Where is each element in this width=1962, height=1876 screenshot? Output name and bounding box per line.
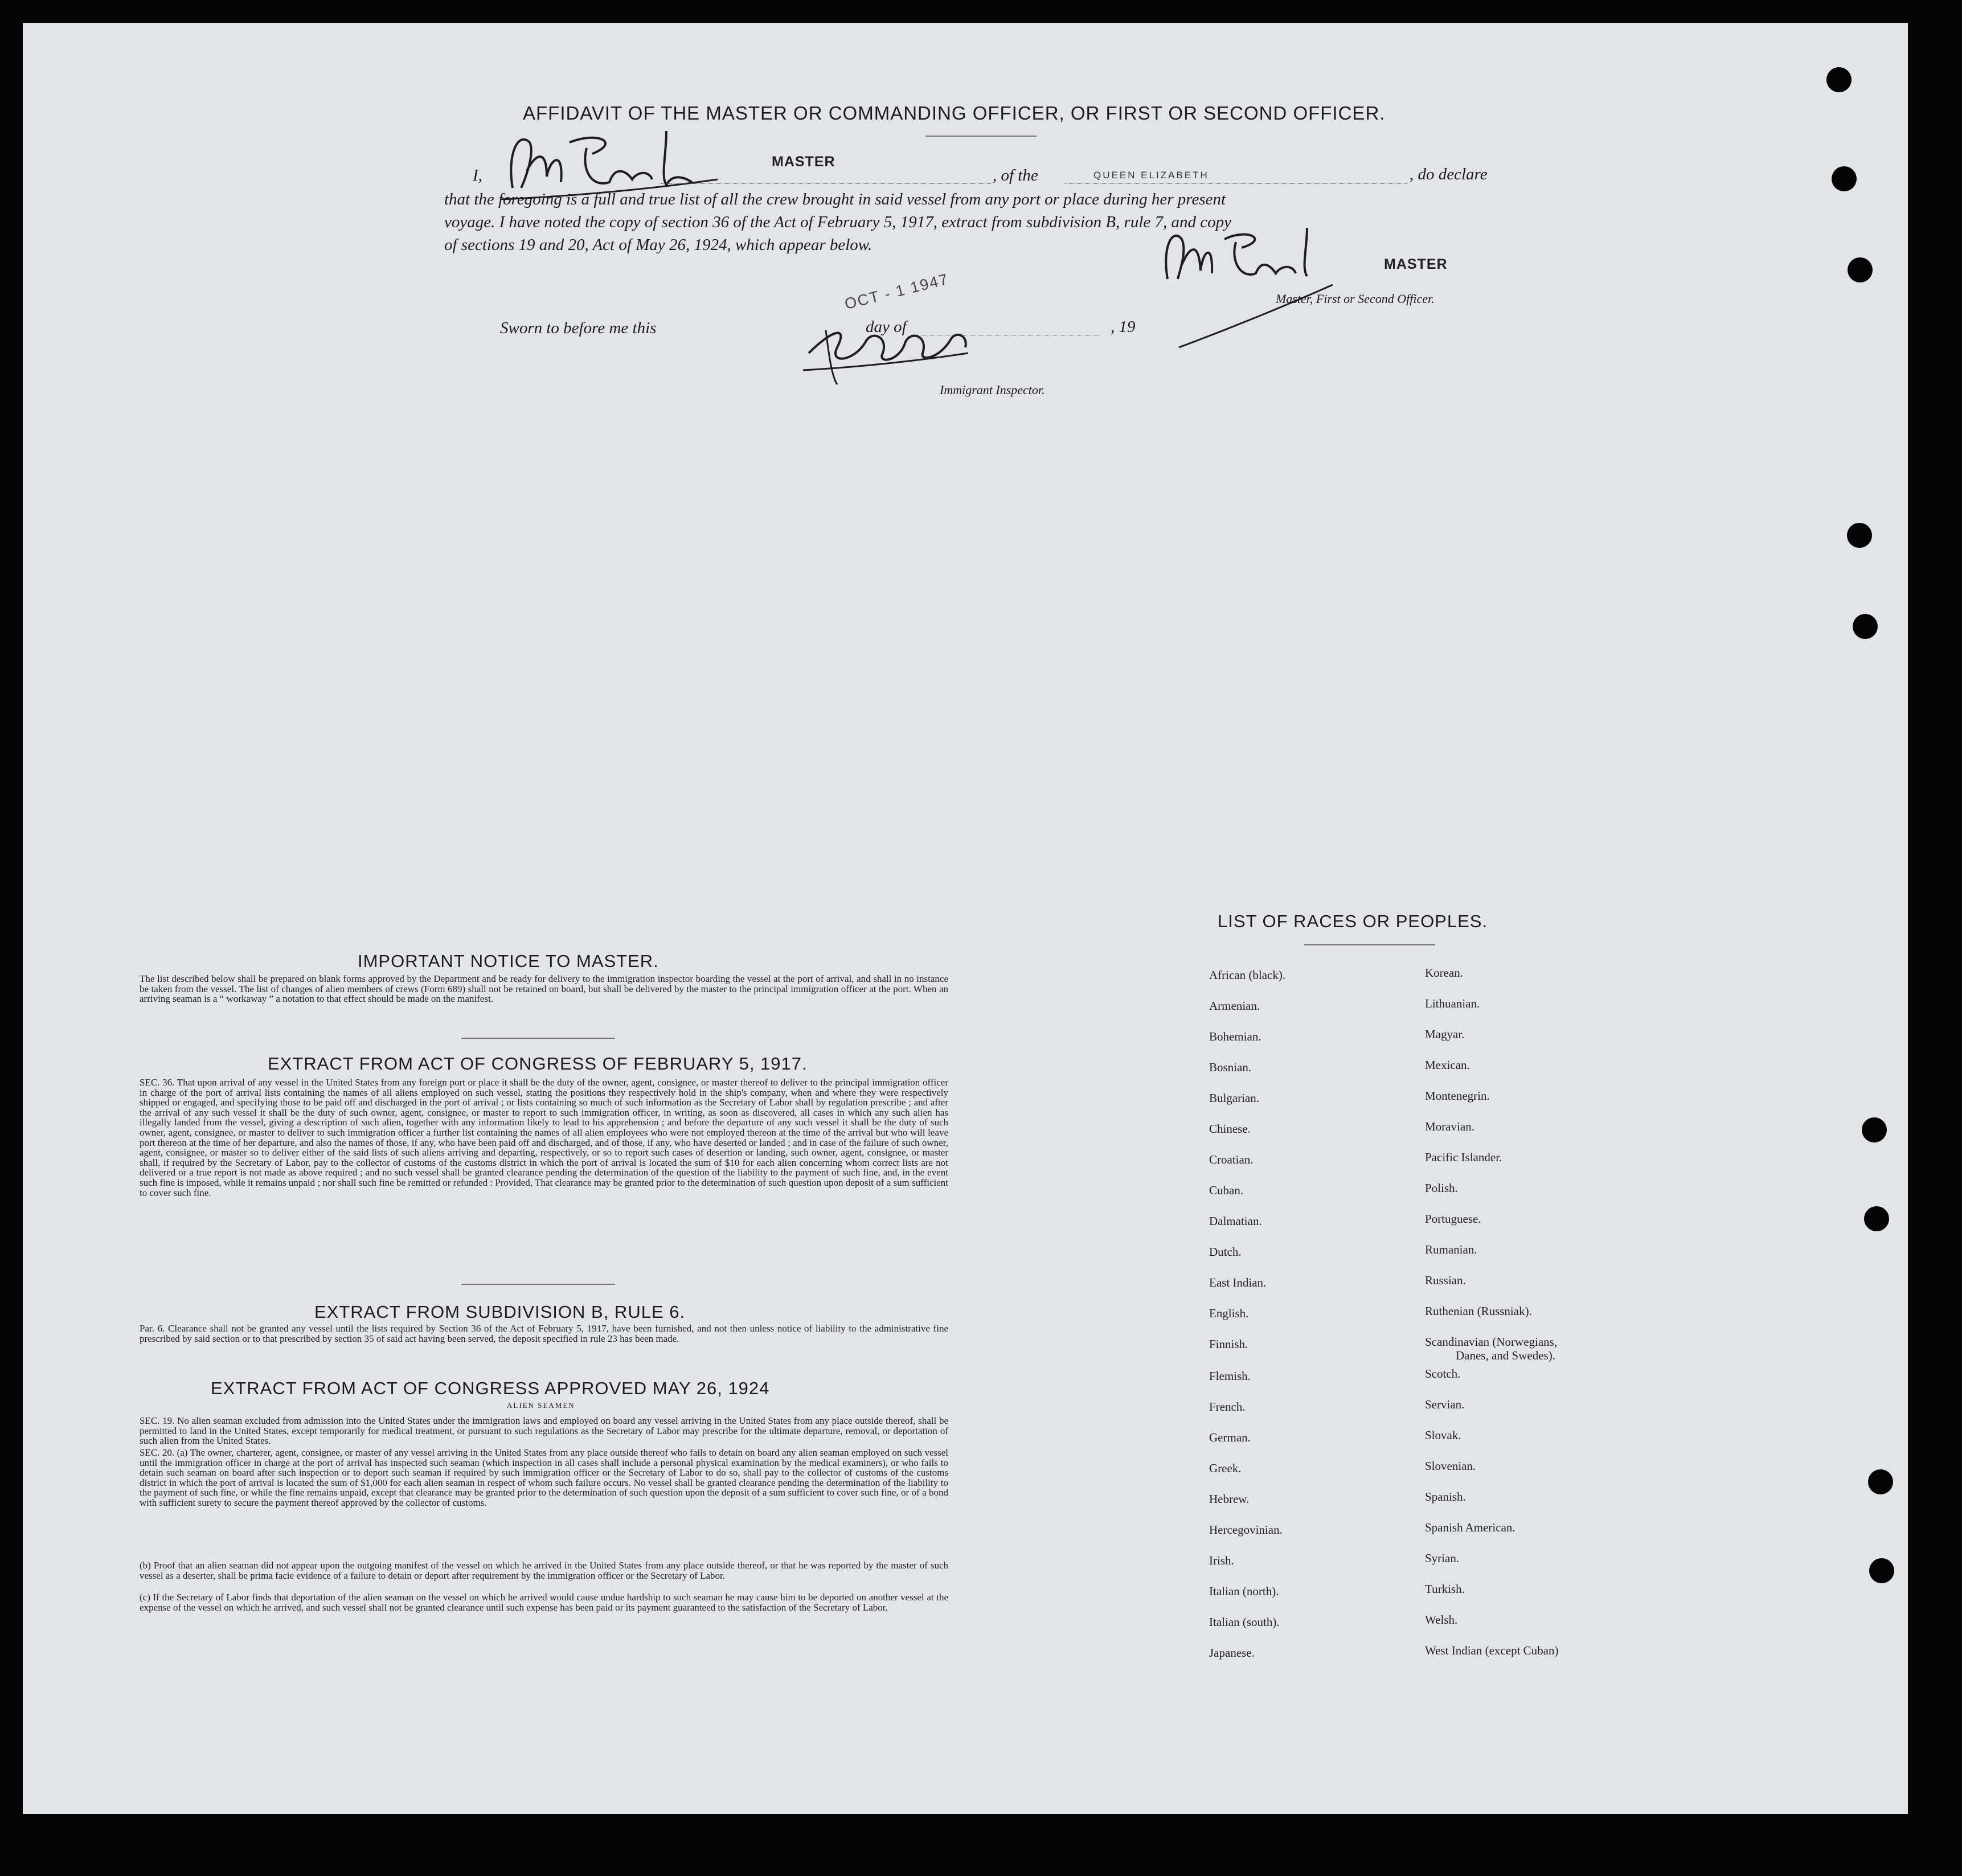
race-item: Servian.: [1425, 1398, 1465, 1411]
race-item: Flemish.: [1209, 1369, 1251, 1383]
race-item: Spanish.: [1425, 1490, 1466, 1504]
punch-hole: [1869, 1558, 1894, 1583]
race-item: Spanish American.: [1425, 1521, 1515, 1534]
master-stamp-2: MASTER: [1384, 256, 1448, 272]
race-item: Welsh.: [1425, 1613, 1458, 1627]
race-item-continuation: Danes, and Swedes).: [1456, 1349, 1555, 1362]
affidavit-line-4: of sections 19 and 20, Act of May 26, 1924, which appear below.: [444, 236, 873, 254]
race-item: West Indian (except Cuban): [1425, 1644, 1559, 1657]
race-item: African (black).: [1209, 968, 1286, 982]
race-item: Mexican.: [1425, 1058, 1470, 1072]
extract-1917-title: EXTRACT FROM ACT OF CONGRESS OF FEBRUARY 5, 1917.: [268, 1054, 808, 1074]
race-item: Croatian.: [1209, 1153, 1254, 1166]
extract-1924-subtitle: ALIEN SEAMEN: [507, 1401, 575, 1410]
races-title: LIST OF RACES OR PEOPLES.: [1218, 911, 1488, 931]
race-item: East Indian.: [1209, 1276, 1267, 1289]
document-sheet: [23, 23, 1908, 1814]
race-item: Bosnian.: [1209, 1060, 1252, 1074]
sworn-text: Sworn to before me this: [500, 319, 657, 337]
date-stamp: OCT - 1 1947: [843, 270, 951, 313]
race-item: English.: [1209, 1306, 1249, 1320]
punch-hole: [1853, 614, 1878, 639]
day-of-text: day of: [866, 318, 907, 336]
race-item: Russian.: [1425, 1273, 1466, 1287]
race-item: Ruthenian (Russniak).: [1425, 1304, 1532, 1318]
race-item: Japanese.: [1209, 1646, 1255, 1660]
divider: [461, 1038, 615, 1039]
race-item: Syrian.: [1425, 1551, 1460, 1565]
race-item: Irish.: [1209, 1554, 1234, 1567]
race-item: Magyar.: [1425, 1027, 1465, 1041]
race-item: Slovak.: [1425, 1428, 1461, 1442]
vessel-name: QUEEN ELIZABETH: [1093, 170, 1209, 181]
race-item: Dalmatian.: [1209, 1214, 1262, 1228]
inspector-signature: [797, 308, 980, 387]
race-item: Cuban.: [1209, 1183, 1244, 1197]
race-item: Moravian.: [1425, 1120, 1474, 1133]
race-item: Bohemian.: [1209, 1030, 1261, 1043]
inspector-caption: Immigrant Inspector.: [940, 383, 1045, 397]
extract-1924-title: EXTRACT FROM ACT OF CONGRESS APPROVED MAY 26, 1924: [211, 1378, 770, 1398]
notice-text: The list described below shall be prepared on blank forms approved by the Department and be ready for delivery to the immigration inspector boarding the vessel at the port of arrival, and shall in no instance be taken from the vessel. The list of changes of alien members of crews (Form 689) shall not be retained on board, but shall be delivered by the master to the principal immigration officer at the port. When an arriving seaman is a “ workaway ” a notation to that effect should be made on the manifest.: [140, 973, 948, 1005]
affidavit-i: I,: [473, 166, 482, 185]
race-item: Hebrew.: [1209, 1492, 1250, 1506]
master-stamp: MASTER: [772, 154, 835, 170]
race-item: Scandinavian (Norwegians,: [1425, 1335, 1558, 1349]
race-item: Italian (south).: [1209, 1615, 1280, 1629]
race-item: Korean.: [1425, 966, 1464, 980]
punch-hole: [1868, 1469, 1893, 1494]
sec20c-text: (c) If the Secretary of Labor finds that deportation of the alien seaman on the vessel on which he arrived would cause undue hardship to such seaman he may cause him to be deported on another vessel at the expense of the vessel on which he arrived, and such vessel shall not be granted clearance until such expense has been paid or its payment guaranteed to the satisfaction of the Secretary of Labor.: [140, 1592, 948, 1613]
race-item: French.: [1209, 1400, 1246, 1414]
race-item: Hercegovinian.: [1209, 1523, 1283, 1537]
affidavit-line-2: that the foregoing is a full and true list of all the crew brought in said vessel from any port or place during her present: [444, 190, 1226, 208]
race-item: Armenian.: [1209, 999, 1260, 1013]
race-item: Chinese.: [1209, 1122, 1251, 1136]
race-item: Montenegrin.: [1425, 1089, 1490, 1103]
punch-hole: [1864, 1206, 1889, 1231]
do-declare-text: , do declare: [1410, 165, 1488, 183]
race-item: Slovenian.: [1425, 1459, 1476, 1473]
race-item: Turkish.: [1425, 1582, 1465, 1596]
punch-hole: [1826, 67, 1852, 92]
sec19-text: SEC. 19. No alien seaman excluded from admission into the United States under the immigration laws and employed on board any vessel arriving in the United States from any place outside thereof, shall be permitted to land in the United States, except temporarily for medical treatment, or pursuant to such regulations as the Secretary of Labor may prescribe for the ultimate departure, removal, or deportation of such alien from the United States.: [140, 1415, 948, 1447]
race-item: Lithuanian.: [1425, 997, 1480, 1010]
extract-1917-text: SEC. 36. That upon arrival of any vessel in the United States from any foreign port or place it shall be the duty of the owner, agent, consignee, or master thereof to deliver to the principal immigration officer in charge of the port of arrival lists containing the names of all aliens employed on such vessel, stating the positions they respectively hold in the ship's company, when and where they were respectively shipped or engaged, and specifying those to be paid off and discharged in the port of arrival ; or lists containing so much of such information as the Secretary of Labor shall by regulation prescribe ; and after the arrival of any such vessel it shall be the duty of such owner, agent, consignee, or master to report to such immigration officer, in writing, as soon as discovered, all cases in which any such alien has illegally landed from the vessel, giving a description of such alien, together with any information likely to lead to his apprehension ; and before the departure of any such vessel it shall be the duty of such owner, agent, consignee, or master to deliver to such immigration officer a further list containing the names of all alien employees who were not employed thereon at the time of the arrival but who will leave port thereon at the time of her departure, and also the names of those, if any, who have been paid off and discharged, and of those, if any, who have deserted or landed ; and in case of the failure of such owner, agent, consignee, or master so to deliver either of the said lists of such aliens arriving and departing, respectively, or so to report such cases of desertion or landing, such owner, agent, consignee, or master shall, if required by the Secretary of Labor, pay to the collector of customs of the customs district in which the port of arrival is located the sum of $10 for each alien concerning whom correct lists are not delivered or a true report is not made as above required ; and no such vessel shall be granted clearance pending the determination of the question of the liability to the payment of such fine, and, in the event such fine is imposed, while it remains unpaid ; nor shall such fine be remitted or refunded : Provided, That clearance may be granted prior to the determination of such question upon deposit of a sum sufficient to cover such fine.: [140, 1077, 948, 1198]
divider: [1304, 944, 1435, 945]
sec20a-text: SEC. 20. (a) The owner, charterer, agent, consignee, or master of any vessel arriving in the United States from any place outside thereof who fails to detain on board any alien seaman employed on such vessel until the immigration officer in charge at the port of arrival has inspected such seaman (which inspection in all cases shall include a personal physical examination by the medical examiners), or who fails to detain such seaman on board after such inspection or to deport such seaman if required by such immigration officer or the Secretary of Labor to do so, shall pay to the collector of customs of the customs district in which the port of arrival is located the sum of $1,000 for each alien seaman in respect of whom such failure occurs. No vessel shall be granted clearance pending the determination of the liability to the payment of such fine, or while the fine remains unpaid, except that clearance may be granted prior to the determination of such question upon the deposit of a sum sufficient to cover such fine, or of a bond with sufficient surety to secure the payment thereof approved by the collector of customs.: [140, 1447, 948, 1508]
punch-hole: [1847, 523, 1872, 548]
affidavit-title: AFFIDAVIT OF THE MASTER OR COMMANDING OFFICER, OR FIRST OR SECOND OFFICER.: [523, 103, 1386, 124]
affidavit-line-3: voyage. I have noted the copy of section 36 of the Act of February 5, 1917, extract from subdivision B, rule 7, and copy: [444, 213, 1232, 231]
race-item: Bulgarian.: [1209, 1091, 1260, 1105]
race-item: Italian (north).: [1209, 1584, 1279, 1598]
master-caption: Master, First or Second Officer.: [1276, 292, 1435, 306]
race-item: Portuguese.: [1425, 1212, 1481, 1226]
race-item: Finnish.: [1209, 1337, 1248, 1351]
punch-hole: [1832, 166, 1857, 191]
year-text: , 19: [1111, 318, 1136, 336]
race-item: Greek.: [1209, 1461, 1242, 1475]
race-item: Pacific Islander.: [1425, 1150, 1502, 1164]
vessel-blank: [1065, 183, 1407, 184]
officer-signature: [1156, 216, 1338, 359]
name-blank: [661, 183, 991, 184]
race-item: German.: [1209, 1431, 1251, 1444]
race-item: Scotch.: [1425, 1367, 1461, 1381]
race-item: Dutch.: [1209, 1245, 1242, 1259]
extract-rule6-title: EXTRACT FROM SUBDIVISION B, RULE 6.: [314, 1302, 686, 1322]
race-item: Polish.: [1425, 1181, 1458, 1195]
race-item: Rumanian.: [1425, 1243, 1477, 1256]
extract-rule6-text: Par. 6. Clearance shall not be granted any vessel until the lists required by Section 36 of the Act of February 5, 1917, have been furnished, and not then unless notice of liability to the administrative fine prescribed by said section or to that prescribed by section 35 of said act having been served, the deposit specified in rule 23 has been made.: [140, 1323, 948, 1344]
of-the-text: , of the: [993, 166, 1038, 185]
punch-hole: [1848, 257, 1873, 282]
notice-title: IMPORTANT NOTICE TO MASTER.: [358, 951, 659, 971]
punch-hole: [1862, 1117, 1887, 1142]
divider: [925, 136, 1037, 137]
divider: [461, 1284, 615, 1285]
sec20b-text: (b) Proof that an alien seaman did not appear upon the outgoing manifest of the vessel on which he arrived in the United States from any place outside thereof, or that he was reported by the master of such vessel as a deserter, shall be prima facie evidence of a failure to detain or deport after requirement by the immigration officer or the Secretary of Labor.: [140, 1560, 948, 1581]
